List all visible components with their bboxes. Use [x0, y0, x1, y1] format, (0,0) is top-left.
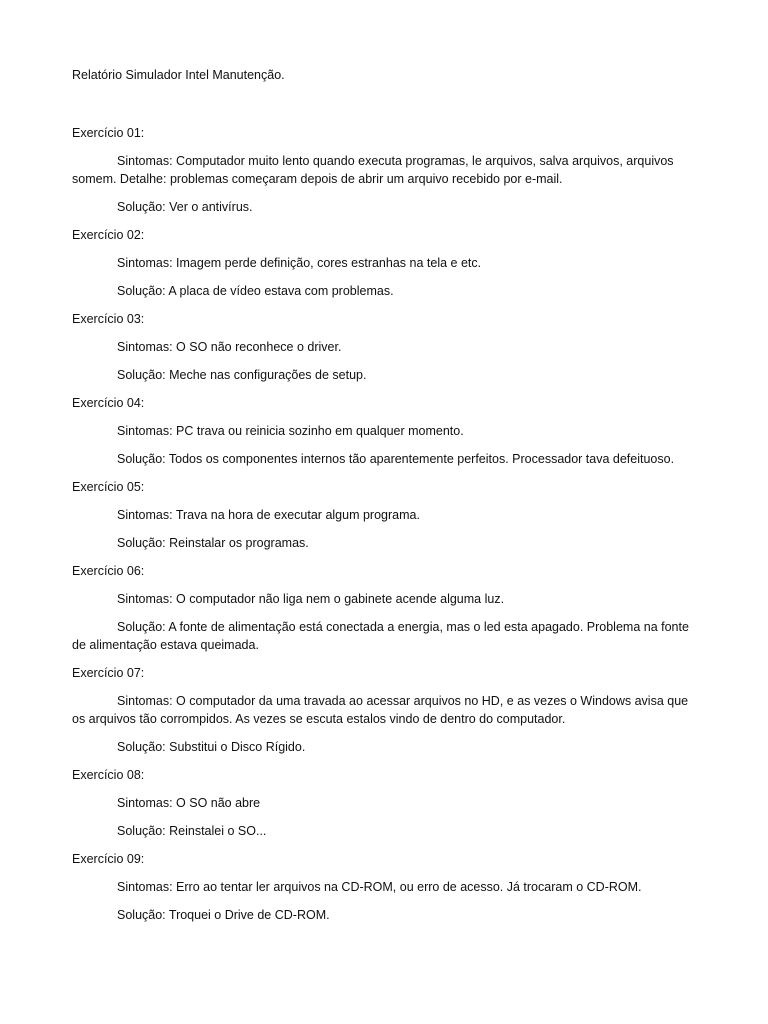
- exercise-heading: Exercício 02:: [72, 228, 145, 242]
- exercise-symptoms: Sintomas: O computador não liga nem o gabinete acende alguma luz.: [117, 592, 505, 606]
- exercise-heading: Exercício 03:: [72, 312, 145, 326]
- exercise-solution: Solução: Reinstalar os programas.: [117, 536, 309, 550]
- exercise-symptoms: Sintomas: Erro ao tentar ler arquivos na CD-ROM, ou erro de acesso. Já trocaram o CD-ROM.: [117, 880, 642, 894]
- exercise-solution: Solução: Substitui o Disco Rígido.: [117, 740, 306, 754]
- exercise-02: [72, 226, 692, 300]
- exercise-solution: Solução: Ver o antivírus.: [117, 200, 253, 214]
- exercise-heading: Exercício 09:: [72, 852, 145, 866]
- exercise-solution: Solução: Reinstalei o SO...: [117, 824, 267, 838]
- exercise-07: [72, 664, 692, 756]
- exercise-symptoms: Sintomas: O SO não abre: [117, 796, 261, 810]
- exercise-heading: Exercício 07:: [72, 666, 145, 680]
- exercise-symptoms: Sintomas: O SO não reconhece o driver.: [117, 340, 342, 354]
- exercise-09: [72, 850, 692, 924]
- exercise-solution: Solução: A placa de vídeo estava com problemas.: [117, 284, 394, 298]
- exercise-solution: Solução: A fonte de alimentação está conectada a energia, mas o led esta apagado. Problema na fonte de alimentação estava queimada.: [72, 620, 689, 652]
- exercise-symptoms: Sintomas: O computador da uma travada ao acessar arquivos no HD, e as vezes o Windows avisa que os arquivos tão corrompidos. As vezes se escuta estalos vindo de dentro do computador.: [72, 694, 689, 726]
- exercise-solution: Solução: Troquei o Drive de CD-ROM.: [117, 908, 330, 922]
- exercise-symptoms: Sintomas: Imagem perde definição, cores estranhas na tela e etc.: [117, 256, 482, 270]
- exercise-heading: Exercício 06:: [72, 564, 145, 578]
- exercise-solution: Solução: Todos os componentes internos tão aparentemente perfeitos. Processador tava defeituoso.: [117, 452, 675, 466]
- exercise-heading: Exercício 01:: [72, 126, 145, 140]
- exercise-heading: Exercício 05:: [72, 480, 145, 494]
- exercise-heading: Exercício 08:: [72, 768, 145, 782]
- exercise-heading: Exercício 04:: [72, 396, 145, 410]
- exercise-03: [72, 310, 692, 384]
- exercise-06: [72, 562, 692, 654]
- exercise-symptoms: Sintomas: PC trava ou reinicia sozinho em qualquer momento.: [117, 424, 464, 438]
- document-title: Relatório Simulador Intel Manutenção.: [72, 68, 285, 82]
- exercise-08: [72, 766, 692, 840]
- exercise-symptoms: Sintomas: Trava na hora de executar algum programa.: [117, 508, 420, 522]
- exercise-solution: Solução: Meche nas configurações de setup.: [117, 368, 367, 382]
- document-body: [72, 66, 692, 924]
- exercise-01: [72, 124, 692, 216]
- exercise-04: [72, 394, 692, 468]
- exercise-05: [72, 478, 692, 552]
- exercise-symptoms: Sintomas: Computador muito lento quando executa programas, le arquivos, salva arquivos, arquivos somem. Detalhe: problemas começaram depois de abrir um arquivo recebido por e-mail.: [72, 154, 674, 186]
